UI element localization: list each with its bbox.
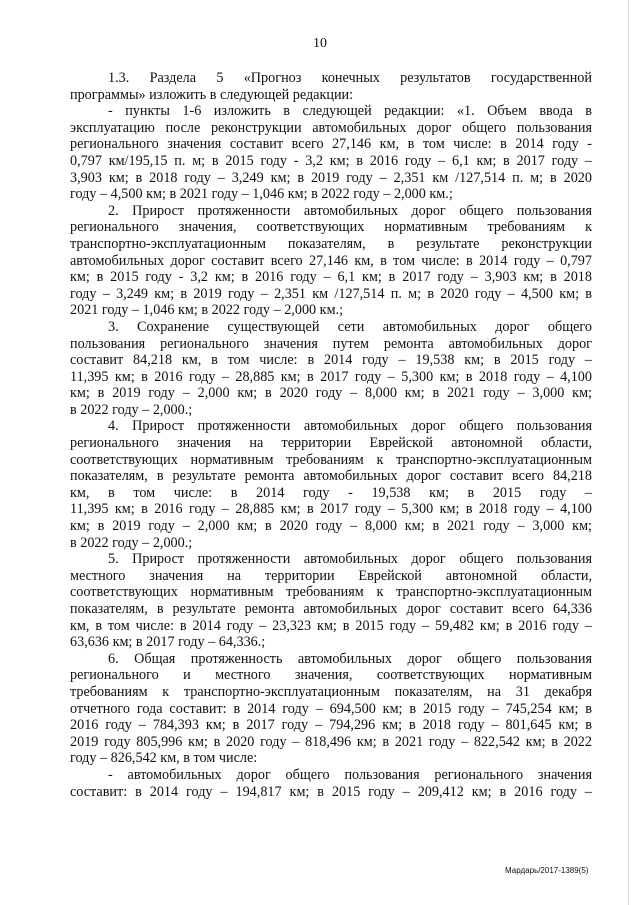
text-line: 2021 году – 1,046 км; в 2022 году – 2,000 км.;: [70, 302, 344, 319]
text-line: в 2022 году – 2,000.;: [70, 401, 193, 418]
text-line: км; в 2015 году - 3,2 км; в 2016 году – 6,1 км; в 2017 году – 3,903 км; в 2018: [70, 269, 592, 286]
text-line: км; в 2019 году – 2,000 км; в 2020 году – 8,000 км; в 2021 году – 3,000 км;: [70, 518, 592, 535]
text-line: году – 4,500 км; в 2021 году – 1,046 км; в 2022 году – 2,000 км.;: [70, 186, 453, 203]
text-line: местного значения на территории Еврейской автономной области,: [70, 567, 592, 584]
document-body: [70, 70, 592, 800]
text-line: км, в том числе: в 2014 году – 23,323 км; в 2015 году – 59,482 км; в 2016 году –: [70, 617, 592, 634]
text-line: показателям, в результате ремонта автомобильных дорог составит всего 64,336: [70, 601, 592, 617]
text-line: в 2022 году – 2,000.;: [70, 534, 193, 551]
text-line: регионального и местного значения, соответствующих нормативным: [70, 667, 592, 684]
text-line: составит: в 2014 году – 194,817 км; в 2015 году – 209,412 км; в 2016 году –: [70, 783, 592, 800]
text-line: 63,636 км; в 2017 году – 64,336.;: [70, 634, 266, 651]
text-line: - автомобильных дорог общего пользования регионального значения: [108, 766, 592, 783]
text-line: 11,395 км; в 2016 году – 28,885 км; в 2017 году – 5,300 км; в 2018 году – 4,100: [70, 501, 592, 518]
text-line: отчетного года составит: в 2014 году – 694,500 км; в 2015 году – 745,254 км; в: [70, 700, 592, 717]
text-line: требованиям к транспортно-эксплуатационным показателям, на 31 декабря: [70, 683, 592, 700]
page-number: 10: [313, 36, 327, 51]
text-line: году – 826,542 км, в том числе:: [70, 750, 258, 767]
text-line: - пункты 1-6 изложить в следующей редакции: «1. Объем ввода в: [108, 103, 592, 120]
text-line: 2019 году 805,996 км; в 2020 году – 818,496 км; в 2021 году – 822,542 км; в 2022: [70, 733, 592, 750]
text-line: 2. Прирост протяженности автомобильных дорог общего пользования: [108, 202, 592, 219]
text-line: 0,797 км/195,15 п. м; в 2015 году - 3,2 км; в 2016 году – 6,1 км; в 2017 году –: [70, 152, 592, 169]
text-line: пользования регионального значения путем ремонта автомобильных дорог: [70, 335, 592, 352]
document-code-footer: Мардарь/2017-1389(5): [505, 866, 589, 875]
text-line: составит 84,218 км, в том числе: в 2014 году – 19,538 км; в 2015 году –: [70, 352, 592, 369]
text-line: транспортно-эксплуатационным показателям, в результате реконструкции: [70, 235, 592, 252]
text-line: 1.3. Раздела 5 «Прогноз конечных результатов государственной: [108, 70, 592, 86]
text-line: 3. Сохранение существующей сети автомобильных дорог общего: [108, 318, 592, 335]
text-line: регионального значения, соответствующих нормативным требованиям к: [70, 219, 592, 236]
text-line: показателям, в результате ремонта автомобильных дорог составит всего 84,218: [70, 468, 592, 485]
text-line: эксплуатацию после реконструкции автомобильных дорог общего пользования: [70, 119, 592, 136]
text-line: автомобильных дорог составит всего 27,146 км, в том числе: в 2014 году – 0,797: [70, 252, 592, 269]
scan-edge-line: [628, 0, 629, 905]
text-line: км; в 2019 году – 2,000 км; в 2020 году – 8,000 км; в 2021 году – 3,000 км;: [70, 385, 592, 402]
text-line: 6. Общая протяженность автомобильных дорог общего пользования: [108, 650, 592, 667]
text-line: 11,395 км; в 2016 году – 28,885 км; в 2017 году – 5,300 км; в 2018 году – 4,100: [70, 368, 592, 385]
text-line: году – 3,249 км; в 2019 году – 2,351 км /127,514 п. м; в 2020 году – 4,500 км; в: [70, 285, 592, 302]
text-line: соответствующих нормативным требованиям к транспортно-эксплуатационным: [70, 451, 592, 468]
text-line: 5. Прирост протяженности автомобильных дорог общего пользования: [108, 551, 592, 568]
text-line: 4. Прирост протяженности автомобильных дорог общего пользования: [108, 418, 592, 435]
text-line: программы» изложить в следующей редакции:: [70, 86, 354, 103]
text-line: регионального значения составит всего 27,146 км, в том числе: в 2014 году -: [70, 136, 592, 153]
text-line: км, в том числе: в 2014 году - 19,538 км; в 2015 году –: [70, 484, 592, 501]
text-line: соответствующих нормативным требованиям к транспортно-эксплуатационным: [70, 584, 592, 601]
text-line: 3,903 км; в 2018 году – 3,249 км; в 2019 году – 2,351 км /127,514 п. м; в 2020: [70, 169, 592, 186]
text-line: регионального значения на территории Еврейской автономной области,: [70, 435, 592, 452]
text-line: 2016 году – 784,393 км; в 2017 году – 794,296 км; в 2018 году – 801,645 км; в: [70, 717, 592, 734]
